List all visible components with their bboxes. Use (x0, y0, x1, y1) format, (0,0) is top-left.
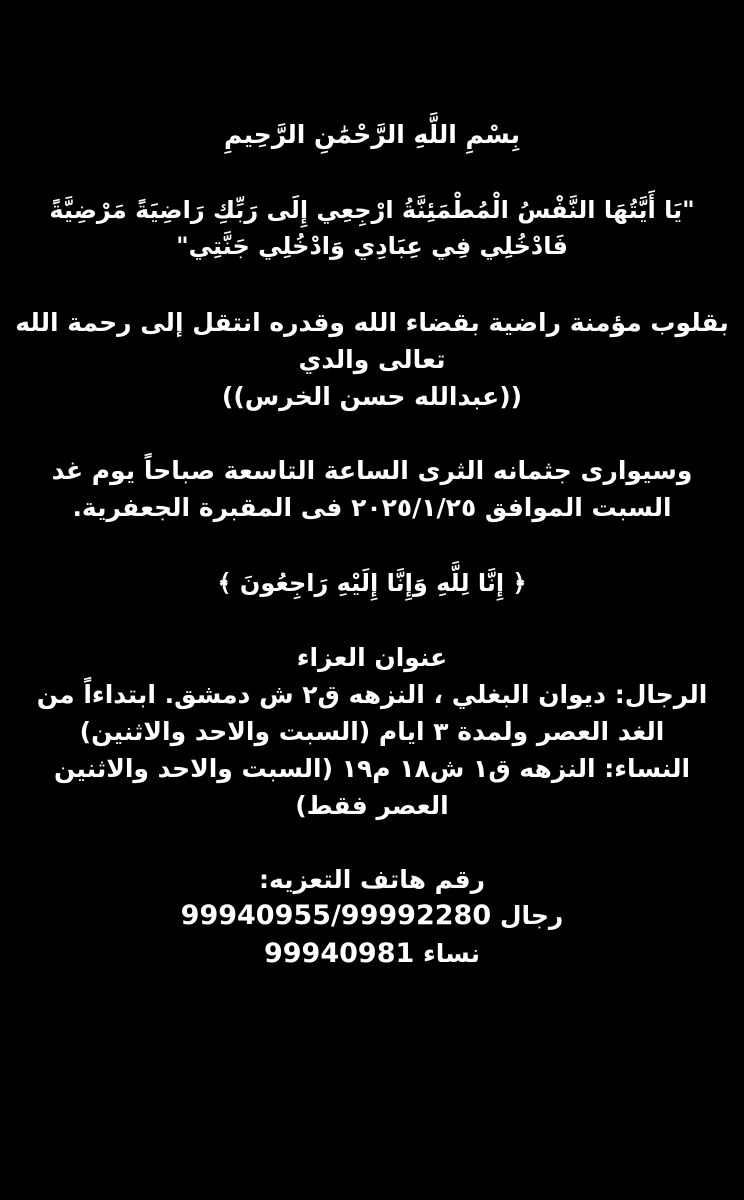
phone-men-row (12, 899, 732, 933)
phone-women-row (12, 937, 732, 971)
phone-women-number: 99940981 (263, 938, 415, 969)
phones-heading: رقم هاتف التعزيه: (258, 865, 486, 894)
condolence-women-line-1: النساء: النزهه ق١ ش١٨ م١٩ (السبت والاحد والاثنين (53, 754, 691, 783)
condolence-heading: عنوان العزاء (296, 643, 448, 672)
announcement-line-2: تعالى والدي (298, 345, 446, 374)
phone-women-label: نساء (423, 939, 480, 968)
verse-line-1: "يَا أَيَّتُهَا النَّفْسُ الْمُطْمَئِنَّةُ ارْجِعِي إِلَى رَبِّكِ رَاضِيَةً مَرْضِيَّةً (49, 196, 695, 224)
basmala: بِسْمِ اللَّهِ الرَّحْمَٰنِ الرَّحِيمِ (224, 120, 520, 149)
condolence-women-line-2: العصر فقط) (295, 791, 449, 820)
istirja-verse: ﴿ إِنَّا لِلَّهِ وَإِنَّا إِلَيْهِ رَاجِعُونَ ﴾ (217, 569, 527, 597)
funeral-line-2: السبت الموافق ٢٠٢٥/١/٢٥ فى المقبرة الجعفرية. (72, 493, 672, 522)
deceased-name: ((عبدالله حسن الخرس)) (221, 382, 523, 411)
condolence-men-line-1: الرجال: ديوان البغلي ، النزهه ق٢ ش دمشق. ابتداءاً من (36, 680, 708, 709)
announcement-line-1: بقلوب مؤمنة راضية بقضاء الله وقدره انتقل إلى رحمة الله (15, 308, 729, 337)
phone-men-numbers: 99940955/99992280 (180, 900, 492, 931)
verse-line-2: فَادْخُلِي فِي عِبَادِي وَادْخُلِي جَنَّتِي" (176, 232, 568, 260)
phone-men-label: رجال (499, 901, 564, 930)
condolence-men-line-2: الغد العصر ولمدة ٣ ايام (السبت والاحد والاثنين) (79, 717, 665, 746)
funeral-line-1: وسيوارى جثمانه الثرى الساعة التاسعة صباحاً يوم غد (51, 456, 693, 485)
